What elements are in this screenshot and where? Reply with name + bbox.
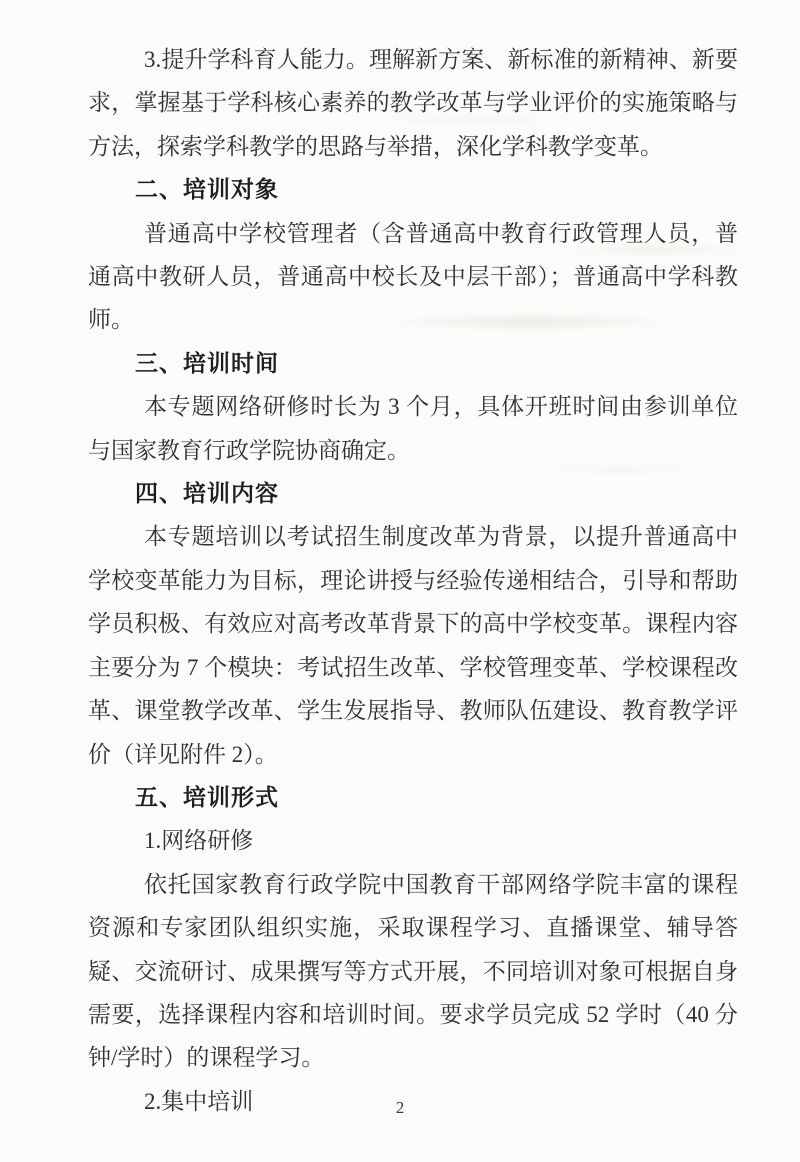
subheading-2-onsite-training: 2.集中培训 <box>144 1088 254 1114</box>
subheading-1-online-study: 1.网络研修 <box>144 828 254 854</box>
paragraph-training-time: 本专题网络研修时长为 3 个月，具体开班时间由参训单位与国家教育行政学院协商确定。 <box>88 394 738 463</box>
paragraph-item-3-subject-education: 3.提升学科育人能力。理解新方案、新标准的新精神、新要求，掌握基于学科核心素养的教学改革与学业评价的实施策略与方法，探索学科教学的思路与举措，深化学科教学变革。 <box>88 47 738 159</box>
paragraph-online-study: 依托国家教育行政学院中国教育干部网络学院丰富的课程资源和专家团队组织实施，采取课程学习、直播课堂、辅导答疑、交流研讨、成果撰写等方式开展，不同培训对象可根据自身需要，选择课程内容和培训时间。要求学员完成 52 学时（40 分钟/学时）的课程学习。 <box>88 871 738 1071</box>
heading-section-5-training-format: 五、培训形式 <box>135 783 279 810</box>
heading-section-3-training-time: 三、培训时间 <box>135 349 279 376</box>
page-number: 2 <box>395 1098 405 1117</box>
heading-section-2-training-target: 二、培训对象 <box>135 176 279 203</box>
document-body <box>88 38 738 1123</box>
heading-section-4-training-content: 四、培训内容 <box>135 480 279 507</box>
paragraph-training-target: 普通高中学校管理者（含普通高中教育行政管理人员，普通高中教研人员，普通高中校长及中层干部）；普通高中学科教师。 <box>88 220 738 333</box>
paragraph-training-content: 本专题培训以考试招生制度改革为背景，以提升普通高中学校变革能力为目标，理论讲授与经验传递相结合，引导和帮助学员积极、有效应对高考改革背景下的高中学校变革。课程内容主要分为 7 个模块：考试招生改革、学校管理变革、学校课程改革、课堂教学改革、学生发展指导、教师队伍建设、教育教学评价（详见附件 2）。 <box>88 524 738 767</box>
